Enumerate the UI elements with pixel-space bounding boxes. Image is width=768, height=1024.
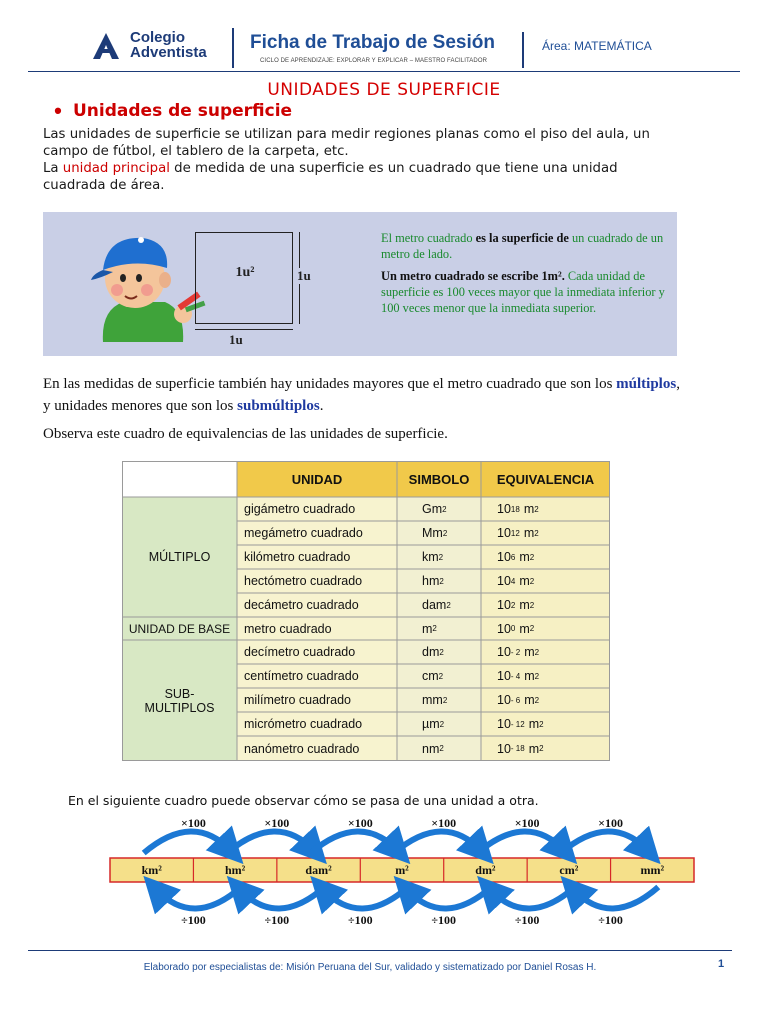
table-cell-unit: centímetro cuadrado	[244, 669, 359, 683]
mult-b: múltiplos	[616, 376, 677, 392]
header-equivalencia: EQUIVALENCIA	[496, 471, 595, 487]
logo-a-icon	[92, 32, 120, 60]
divide-arrow	[156, 887, 241, 909]
equiv-base: 10	[497, 502, 511, 516]
notation-black: Un metro cuadrado se escribe 1m².	[381, 269, 568, 283]
table-cell-equivalence	[497, 497, 607, 521]
symbol-text: mm	[422, 693, 443, 707]
notation-green: Cada unidad de superficie es 100 veces mayor que la inmediata inferior y 100 veces menor que la inmediata superior.	[381, 269, 665, 315]
multiples-paragraph	[43, 375, 703, 393]
equiv-unit-exponent: 2	[539, 744, 544, 753]
symbol-exponent: 2	[439, 719, 445, 729]
table-cell-unit: nanómetro cuadrado	[244, 741, 360, 756]
equiv-unit-exponent: 2	[534, 647, 540, 657]
page-number: 1	[718, 958, 725, 970]
equiv-unit-exponent: 2	[539, 719, 544, 729]
symbol-exponent: 2	[438, 671, 444, 681]
equivalence-table	[122, 461, 610, 761]
symbol-exponent: 2	[446, 600, 451, 610]
table-cell-equivalence	[497, 736, 607, 761]
conversion-chart	[68, 793, 704, 933]
p2-post: de medida de una superficie es un cuadrado que tiene una unidad cuadrada de área.	[43, 161, 618, 193]
divide-arrow	[239, 887, 324, 909]
equiv-unit: m	[519, 550, 530, 564]
observe-paragraph: Observa este cuadro de equivalencias de las unidades de superficie.	[43, 426, 448, 442]
equiv-base: 10	[497, 550, 511, 564]
equiv-unit: m	[519, 598, 530, 612]
table-cell-equivalence	[497, 712, 607, 736]
header-simbolo: SIMBOLO	[408, 471, 470, 487]
child-illustration-icon	[73, 222, 213, 342]
equiv-exponent: 4	[510, 576, 516, 586]
table-cell-symbol	[422, 664, 477, 688]
p2-pre: La	[43, 161, 63, 176]
square-meter-box	[43, 212, 677, 356]
submultiples-paragraph	[43, 397, 703, 415]
multiply-label: ×100	[347, 816, 373, 830]
square-meter-description	[381, 230, 665, 322]
multiply-label: ×100	[181, 816, 206, 830]
table-cell-unit: gigámetro cuadrado	[244, 502, 356, 516]
multiply-label: ×100	[598, 816, 623, 830]
table-cell-unit: kilómetro cuadrado	[244, 550, 351, 564]
multiply-arrow	[561, 831, 648, 853]
multiply-label: ×100	[431, 816, 457, 830]
unit-square	[195, 232, 293, 324]
multiply-arrow	[144, 831, 231, 853]
equiv-unit: m	[519, 574, 530, 588]
table-cell-symbol	[422, 617, 477, 640]
equiv-base: 10	[497, 526, 511, 540]
conversion-title: En el siguiente cuadro puede observar cómo se pasa de una unidad a otra.	[68, 793, 539, 808]
def-green-2: un cuadrado de un metro de lado.	[381, 231, 664, 261]
symbol-exponent: 2	[439, 647, 444, 657]
equiv-exponent: 12	[510, 528, 520, 538]
symbol-text: dm	[422, 645, 440, 659]
equiv-unit: m	[524, 645, 535, 659]
bullet: •	[54, 98, 62, 123]
multiply-arrow	[311, 831, 398, 853]
symbol-text: Gm	[422, 502, 443, 516]
group-submultiplos	[122, 640, 237, 761]
equiv-exponent: - 2	[510, 647, 521, 657]
def-black: es la superficie de	[472, 231, 572, 245]
unit-cell: km²	[141, 862, 162, 877]
table-cell-symbol	[422, 640, 477, 664]
symbol-text: cm	[422, 669, 439, 683]
equiv-exponent: 0	[510, 624, 516, 633]
symbol-text: µm	[422, 717, 440, 731]
multiply-arrow	[227, 831, 314, 853]
equiv-unit-exponent: 2	[529, 600, 535, 610]
table-cell-equivalence	[497, 688, 607, 712]
table-cell-unit: decímetro cuadrado	[244, 645, 356, 659]
equiv-base: 10	[497, 717, 511, 731]
school-logo	[92, 30, 232, 64]
table-cell-equivalence	[497, 617, 607, 640]
equiv-unit: m	[528, 741, 540, 756]
equiv-exponent: - 12	[510, 719, 525, 729]
header-unidad: UNIDAD	[291, 471, 343, 487]
divide-arrow	[489, 887, 574, 909]
equiv-unit-exponent: 2	[534, 671, 540, 681]
header-separator	[232, 28, 234, 68]
equiv-unit-exponent: 2	[529, 576, 535, 586]
unit-cell: dam²	[305, 862, 332, 877]
horizontal-dimension-line	[195, 329, 293, 330]
equiv-base: 10	[497, 621, 511, 636]
group-unidad-base: UNIDAD DE BASE	[128, 621, 231, 636]
equiv-unit: m	[523, 502, 535, 516]
intro-paragraph: Las unidades de superficie se utilizan para medir regiones planas como el piso del aula, un campo de fútbol, el tablero de la carpeta, etc.	[43, 127, 650, 159]
equiv-exponent: - 4	[510, 671, 521, 681]
divide-label: ÷100	[514, 913, 540, 927]
symbol-exponent: 2	[442, 695, 448, 705]
equiv-unit: m	[524, 693, 535, 707]
mult-c: ,	[676, 376, 680, 392]
symbol-text: dam	[422, 598, 447, 612]
table-cell-equivalence	[497, 545, 607, 569]
section-title: Unidades de superficie	[73, 101, 293, 121]
header-area: Área: MATEMÁTICA	[542, 39, 652, 53]
symbol-text: km	[422, 550, 439, 564]
definition-paragraph	[381, 230, 665, 262]
divide-label: ÷100	[598, 913, 623, 927]
symbol-exponent: 2	[432, 624, 437, 633]
symbol-text: nm	[422, 741, 440, 756]
equiv-unit: m	[524, 669, 535, 683]
table-cell-unit: decámetro cuadrado	[244, 598, 359, 612]
multiply-arrow	[477, 831, 564, 853]
equiv-unit-exponent: 2	[534, 504, 539, 514]
equiv-unit-exponent: 2	[534, 528, 539, 538]
table-cell-symbol	[422, 712, 477, 736]
table-cell-equivalence	[497, 593, 607, 617]
sub-a: y unidades menores que son los	[43, 398, 238, 414]
unit-cell: mm²	[640, 862, 665, 877]
equiv-exponent: - 18	[510, 744, 525, 753]
p2-highlight: unidad principal	[62, 161, 170, 176]
header-separator-2	[522, 32, 524, 68]
multiply-label: ×100	[264, 816, 290, 830]
equiv-exponent: 2	[510, 600, 516, 610]
symbol-exponent: 2	[442, 504, 447, 514]
equiv-base: 10	[497, 598, 511, 612]
main-unit-paragraph	[43, 160, 677, 194]
group-sub-line1: SUB-	[164, 686, 195, 701]
table-cell-equivalence	[497, 664, 607, 688]
table-cell-unit: micrómetro cuadrado	[244, 717, 363, 731]
table-cell-symbol	[422, 593, 477, 617]
symbol-exponent: 2	[439, 576, 444, 586]
sub-c: .	[319, 398, 324, 414]
table-cell-symbol	[422, 521, 477, 545]
divide-label: ÷100	[181, 913, 206, 927]
unit-cell: hm²	[224, 862, 246, 877]
equiv-base: 10	[497, 693, 511, 707]
equiv-base: 10	[497, 574, 511, 588]
sub-b: submúltiplos	[237, 398, 320, 414]
header-title: Ficha de Trabajo de Sesión	[250, 32, 495, 53]
equiv-unit-exponent: 2	[529, 624, 535, 633]
logo-line1: Colegio	[130, 29, 185, 46]
symbol-text: m	[422, 621, 433, 636]
table-cell-symbol	[422, 688, 477, 712]
table-cell-symbol	[422, 736, 477, 761]
header-rule	[28, 71, 740, 72]
divide-label: ÷100	[264, 913, 290, 927]
divide-arrow	[573, 887, 658, 909]
equiv-base: 10	[497, 645, 511, 659]
table-cell-equivalence	[497, 521, 607, 545]
page-title: UNIDADES DE SUPERFICIE	[267, 80, 501, 100]
table-cell-symbol	[422, 497, 477, 521]
table-cell-unit: metro cuadrado	[244, 621, 332, 636]
unit-cell: m²	[395, 862, 409, 877]
mult-a: En las medidas de superficie también hay unidades mayores que el metro cuadrado que son los	[43, 376, 617, 392]
section-unidades	[43, 98, 677, 358]
def-green-1: El metro cuadrado	[381, 231, 473, 245]
equiv-base: 10	[497, 741, 511, 756]
symbol-exponent: 2	[439, 744, 444, 753]
equiv-unit: m	[528, 717, 540, 731]
vertical-side-label: 1u	[297, 268, 311, 283]
logo-text	[130, 30, 207, 60]
symbol-text: Mm	[422, 526, 443, 540]
divide-label: ÷100	[347, 913, 373, 927]
footer-text: Elaborado por especialistas de: Misión Peruana del Sur, validado y sistematizado por Daniel Rosas H.	[143, 962, 597, 973]
corner-cell	[122, 461, 237, 497]
table-cell-symbol	[422, 545, 477, 569]
divide-arrow	[406, 887, 491, 909]
multiply-label: ×100	[514, 816, 540, 830]
equiv-base: 10	[497, 669, 511, 683]
logo-line2: Adventista	[130, 44, 207, 61]
table-cell-unit: milímetro cuadrado	[244, 693, 351, 707]
equiv-exponent: 6	[510, 552, 516, 562]
table-cell-equivalence	[497, 569, 607, 593]
section-heading	[43, 98, 677, 124]
header-subtitle: CICLO DE APRENDIZAJE: EXPLORAR Y EXPLICAR – MAESTRO FACILITADOR	[260, 58, 488, 64]
equiv-unit: m	[519, 621, 530, 636]
equiv-unit-exponent: 2	[534, 695, 540, 705]
unit-cell: cm²	[559, 862, 579, 877]
table-cell-unit: megámetro cuadrado	[244, 526, 363, 540]
symbol-text: hm	[422, 574, 440, 588]
group-multiplo: MÚLTIPLO	[148, 550, 211, 564]
symbol-exponent: 2	[438, 552, 444, 562]
table-cell-equivalence	[497, 640, 607, 664]
divide-label: ÷100	[431, 913, 456, 927]
divide-arrow	[323, 887, 408, 909]
group-sub-line2: MULTIPLOS	[144, 700, 215, 715]
table-cell-unit: hectómetro cuadrado	[244, 574, 363, 588]
equiv-unit-exponent: 2	[529, 552, 535, 562]
equiv-exponent: - 6	[510, 695, 521, 705]
unit-cell: dm²	[475, 862, 496, 877]
square-area-label: 1u²	[235, 265, 255, 280]
horizontal-side-label: 1u	[229, 332, 243, 347]
multiply-arrow	[394, 831, 481, 853]
table-cell-symbol	[422, 569, 477, 593]
symbol-exponent: 2	[442, 528, 448, 538]
notation-paragraph	[381, 268, 665, 316]
equiv-unit: m	[523, 526, 535, 540]
equiv-exponent: 18	[510, 504, 520, 514]
footer-rule	[28, 950, 732, 951]
